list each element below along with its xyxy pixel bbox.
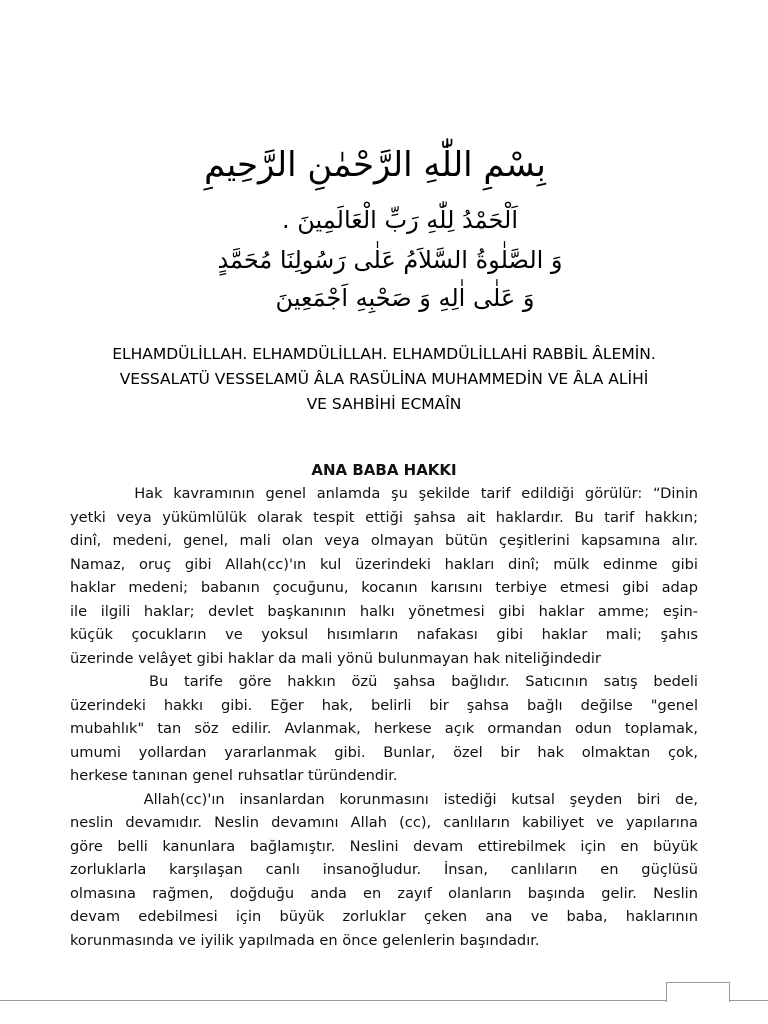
- arabic-ala-alihi-line: وَ عَلٰى اٰلِهِ وَ صَحْبِهِ اَجْمَعِينَ: [275, 284, 535, 312]
- text-line: herkese tanınan genel ruhsatlar türündendir.: [70, 767, 398, 784]
- text-line: devam edebilmesi için büyük zorluklar çeken ana ve baba, haklarının: [70, 908, 698, 925]
- text-line: umumi yollardan yararlanmak gibi. Bunlar, özel bir hak olmaktan çok,: [70, 743, 698, 761]
- section-title: ANA BABA HAKKI: [311, 461, 457, 479]
- footer-rule: [0, 1000, 768, 1001]
- text-line: yetki veya yükümlülük olarak tespit ettiği şahsa ait haklardır. Bu tarif hakkın;: [70, 508, 698, 526]
- text-line: Bu tarife göre hakkın özü şahsa bağlıdır. Satıcının satış bedeli: [70, 673, 698, 690]
- text-line: Allah(cc)'ın insanlardan korunmasını istediği kutsal şeyden biri de,: [70, 790, 698, 808]
- text-line: Namaz, oruç gibi Allah(cc)'ın kul üzerindeki hakları dinî; mülk edinme gibi: [70, 555, 698, 573]
- text-line: ile ilgili haklar; devlet başkanının halkı yönetmesi gibi haklar amme; eşin-: [70, 602, 698, 620]
- text-line: üzerindeki hakkı gibi. Eğer hak, belirli bir şahsa bağlı değilse "genel: [70, 696, 698, 714]
- text-line: korunmasında ve iyilik yapılmada en önce gelenlerin başındadır.: [70, 931, 540, 949]
- body-text: [70, 482, 698, 952]
- text-line: olmasına rağmen, doğduğu anda en zayıf olanların başında gelir. Neslin: [70, 884, 698, 902]
- heading-line-2: VESSALATÜ VESSELAMÜ ÂLA RASÜLİNA MUHAMMEDİN VE ÂLA ALİHİ: [119, 370, 649, 388]
- text-line: haklar medeni; babanın çocuğunu, kocanın karısını terbiye etmesi gibi adap: [70, 579, 698, 596]
- heading-line-1: ELHAMDÜLİLLAH. ELHAMDÜLİLLAH. ELHAMDÜLİLLAHİ RABBİL ÂLEMİN.: [112, 345, 656, 363]
- text-line: mubahlık" tan söz edilir. Avlanmak, herkese açık ormandan odun toplamak,: [70, 720, 698, 737]
- text-line: dinî, medeni, genel, mali olan veya olmayan bütün çeşitlerini kapsamına alır.: [70, 532, 698, 549]
- arabic-hamdala-line: اَلْحَمْدُ لِلّٰهِ رَبِّ الْعَالَمِينَ .: [282, 206, 518, 234]
- text-line: küçük çocukların ve yoksul hısımların nafakası gibi haklar mali; şahıs: [70, 626, 698, 643]
- text-line: üzerinde velâyet gibi haklar da mali yönü bulunmayan hak niteliğindedir: [70, 649, 601, 667]
- page-number-box: [666, 982, 730, 1002]
- text-line: Hak kavramının genel anlamda şu şekilde tarif edildiği görülür: “Dinin: [70, 485, 698, 502]
- text-line: neslin devamıdır. Neslin devamını Allah (cc), canlıların kabiliyet ve yapılarına: [70, 814, 698, 831]
- text-line: göre belli kanunlara bağlamıştır. Neslini devam ettirebilmek için en büyük: [70, 837, 698, 855]
- arabic-salawat-line: وَ الصَّلٰوةُ السَّلاَمُ عَلٰى رَسُولِنَا مُحَمَّدٍ: [217, 246, 563, 274]
- transliteration-heading: [40, 342, 728, 417]
- heading-line-3: VE SAHBİHİ ECMAÎN: [306, 395, 462, 413]
- text-line: zorluklarla karşılaşan canlı insanoğludur. İnsan, canlıların en güçlüsü: [70, 861, 698, 878]
- basmala-calligraphy: بِسْمِ اللّٰهِ الرَّحْمٰنِ الرَّحِيمِ: [204, 145, 546, 185]
